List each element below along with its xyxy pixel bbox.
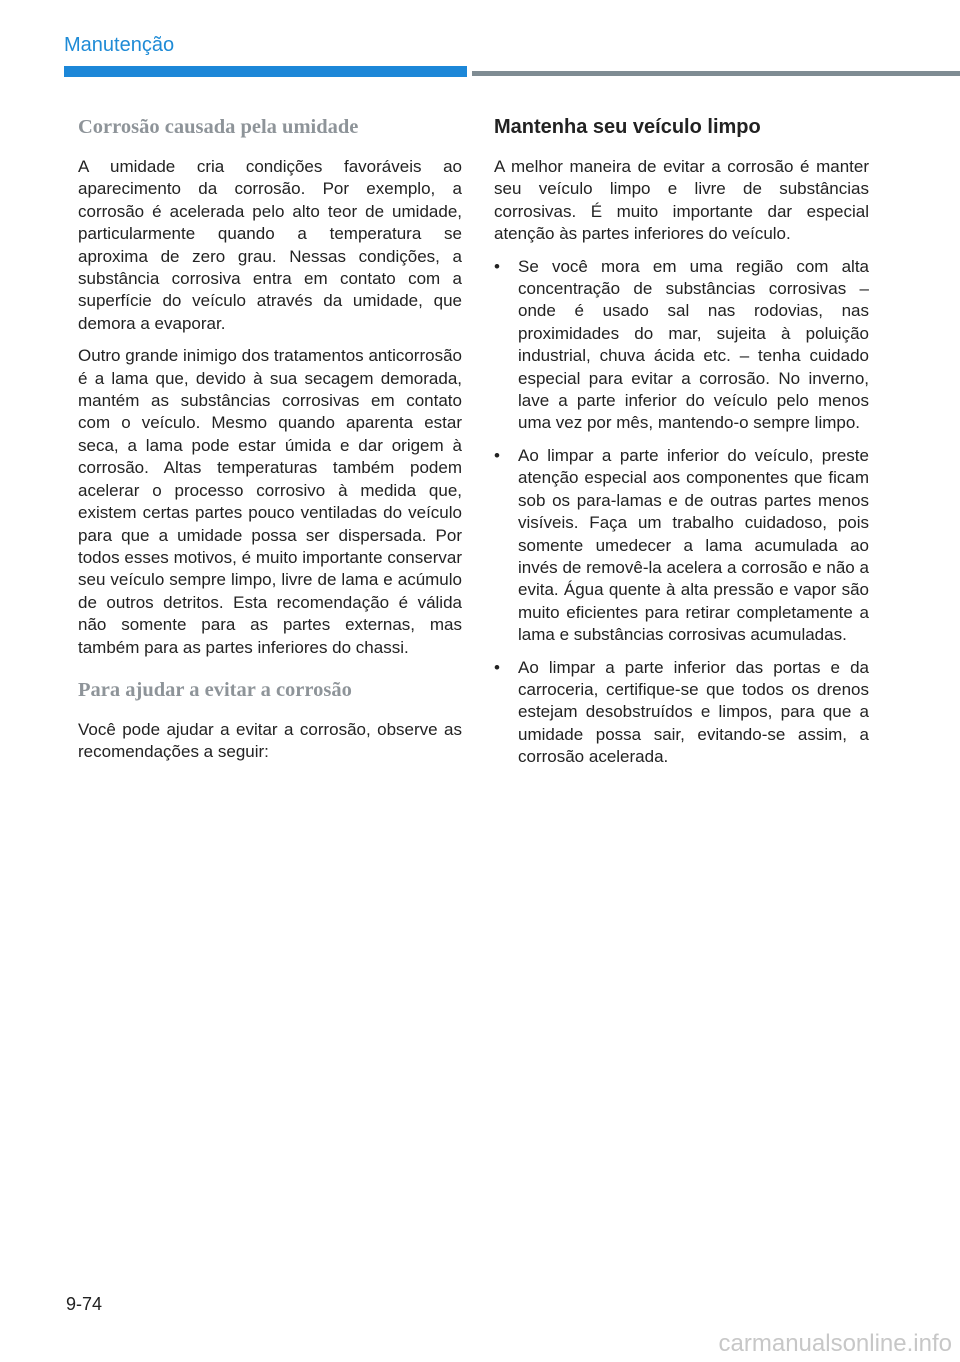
paragraph-mud: Outro grande inimigo dos tratamentos anticorrosão é a lama que, devido à sua secagem demorada, mantém as substâncias corrosivas em contato com o veículo. Mesmo quando aparenta estar seca, a lama pode estar úmida e dar origem à corrosão. Altas temperaturas também podem acelerar o processo corrosivo à medida que, existem certas partes pouco ventiladas do veículo para que a umidade possa ser dispersada. Por todos esses motivos, é muito importante conservar seu veículo sempre limpo, livre de lama e acúmulo de outros detritos. Esta recomendação é válida não somente para as partes externas, mas também para as partes inferiores do chassi. xyxy=(78,346,462,657)
right-column xyxy=(494,108,869,779)
list-item-text: Ao limpar a parte inferior do veículo, preste atenção especial aos componentes que ficam sob os para-lamas e de outras partes menos visíveis. Faça um trabalho cuidadoso, pois somente umedecer a lama acumulada ao invés de removê-la acelera a corrosão e não a evita. Água quente à alta pressão e vapor são muito eficientes para retirar completamente a lama e substâncias corrosivas acumuladas. xyxy=(518,445,869,645)
heading-keep-clean: Mantenha seu veículo limpo xyxy=(494,116,761,138)
bullet-marker: • xyxy=(494,256,500,276)
header-rule-gray xyxy=(472,71,960,76)
list-item xyxy=(494,657,869,769)
header-rule-accent xyxy=(64,66,467,77)
paragraph-recommendations: Você pode ajudar a evitar a corrosão, observe as recomendações a seguir: xyxy=(78,719,462,762)
list-item xyxy=(494,445,869,647)
list-item-text: Se você mora em uma região com alta concentração de substâncias corrosivas – onde é usado sal nas rodovias, nas proximidades do mar, sujeita à poluição industrial, chuva ácida etc. – tenha cuidado especial para evitar a corrosão. No inverno, lave a parte inferior do veículo pelo menos uma vez por mês, mantendo-o sempre limpo. xyxy=(518,256,869,433)
bullet-marker: • xyxy=(494,657,500,677)
heading-prevent-corrosion: Para ajudar a evitar a corrosão xyxy=(78,678,352,701)
left-column xyxy=(78,108,462,774)
watermark: carmanualsonline.info xyxy=(718,1330,952,1357)
paragraph-humidity: A umidade cria condições favoráveis ao aparecimento da corrosão. Por exemplo, a corrosão é acelerada pelo alto teor de umidade, particularmente quando a temperatura se aproxima de zero grau. Nessas condições, a substância corrosiva entra em contato com a superfície do veículo através da umidade, que demora a evaporar. xyxy=(78,157,462,333)
list-item xyxy=(494,256,869,435)
heading-humidity-corrosion: Corrosão causada pela umidade xyxy=(78,116,359,138)
paragraph-keep-clean: A melhor maneira de evitar a corrosão é manter seu veículo limpo e livre de substâncias corrosivas. É muito importante dar especial atenção às partes inferiores do veículo. xyxy=(494,157,869,244)
page-number: 9-74 xyxy=(66,1294,103,1314)
list-item-text: Ao limpar a parte inferior das portas e da carroceria, certifique-se que todos os drenos estejam desobstruídos e limpos, para que a umidade possa sair, evitando-se assim, a corrosão acelerada. xyxy=(518,657,869,767)
bullet-marker: • xyxy=(494,445,500,465)
section-title: Manutenção xyxy=(64,34,175,56)
bullet-list xyxy=(494,256,869,769)
